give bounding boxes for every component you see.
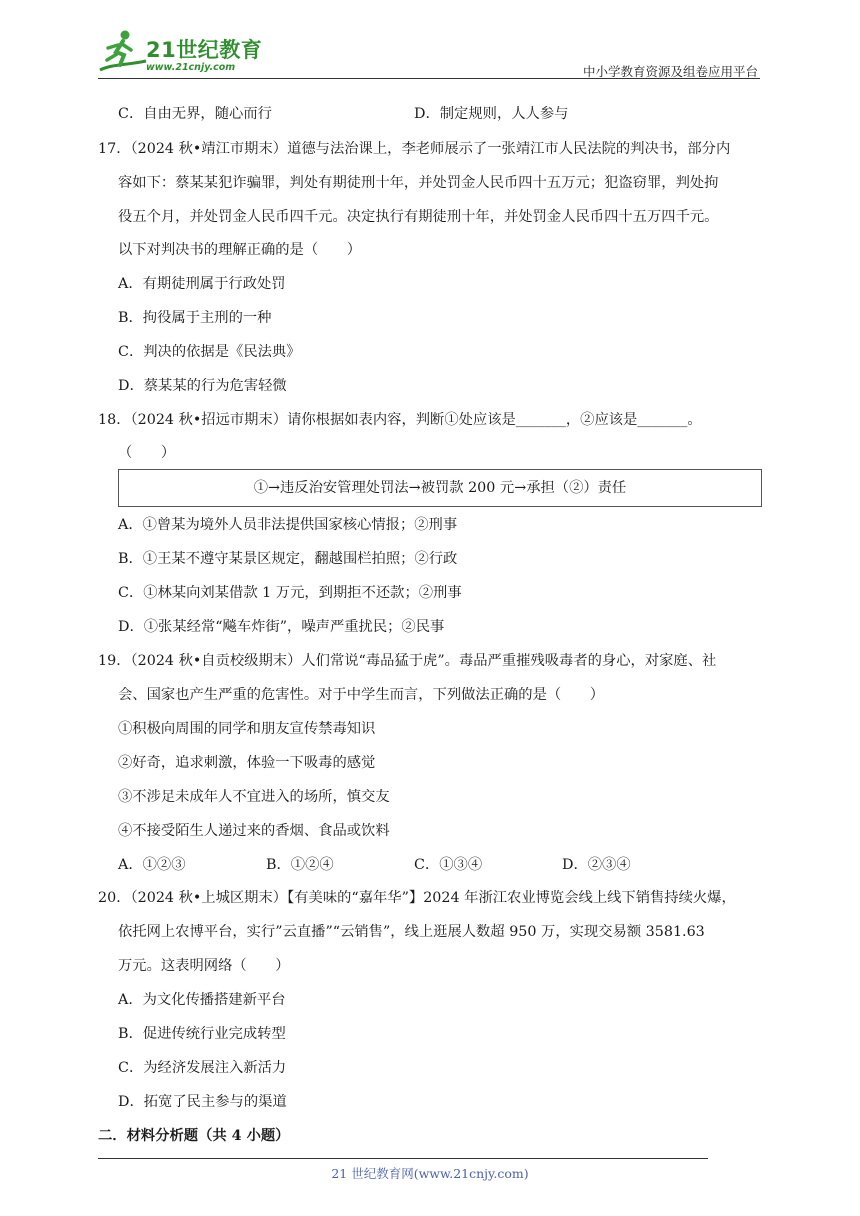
q18-option-b: B．①王某不遵守某景区规定，翻越围栏拍照；②行政 [118, 551, 458, 567]
q17-stem-line: 容如下：蔡某某犯诈骗罪，判处有期徒刑十年，并处罚金人民币四十五万元；犯盗窃罪，判处拘 [118, 175, 719, 191]
q17-option-a: A．有期徒刑属于行政处罚 [118, 276, 286, 292]
q19-item: ④不接受陌生人递过来的香烟、食品或饮料 [118, 823, 390, 839]
q18-stem-paren: （ ） [118, 445, 176, 461]
platform-title: 中小学教育资源及组卷应用平台 [582, 64, 758, 79]
q20-option-b: B．促进传统行业完成转型 [118, 1026, 286, 1042]
q20-stem-line: 依托网上农博平台，实行”云直播”“云销售”，线上逛展人数超 950 万，实现交易额 3581.63 [118, 924, 705, 940]
q17-stem-line: 役五个月，并处罚金人民币四千元。决定执行有期徒刑十年，并处罚金人民币四十五万四千元。 [118, 209, 719, 225]
q20-option-d: D．拓宽了民主参与的渠道 [118, 1094, 287, 1110]
q19-choice-d: D．②③④ [562, 857, 631, 873]
q17-stem-line: 以下对判决书的理解正确的是（ ） [118, 242, 362, 258]
q19-item: ①积极向周围的同学和朋友宣传禁毒知识 [118, 721, 376, 737]
q18-option-d: D．①张某经常“飚车炸街”，噪声严重扰民；②民事 [118, 619, 445, 635]
q19-item: ③不涉足未成年人不宜进入的场所，慎交友 [118, 789, 390, 805]
q19-choice-a: A．①②③ [118, 857, 186, 873]
q18-option-a: A．①曾某为境外人员非法提供国家核心情报；②刑事 [118, 517, 458, 533]
q20-option-a: A．为文化传播搭建新平台 [118, 992, 286, 1008]
q17-option-d: D．蔡某某的行为危害轻微 [118, 378, 287, 394]
q16-option-c: C．自由无界，随心而行 [118, 106, 272, 122]
q19-choice-c: C．①③④ [414, 857, 483, 873]
logo [98, 28, 268, 78]
q18-table [118, 469, 762, 507]
q19-stem-line: 19．（2024 秋•自贡校级期末）人们常说“毒品猛于虎”。毒品严重摧残吸毒者的身心，对家庭、社 [98, 653, 717, 669]
q16-option-d: D．制定规则，人人参与 [414, 106, 569, 122]
q19-item: ②好奇，追求刺激，体验一下吸毒的感觉 [118, 755, 376, 771]
q19-choice-b: B．①②④ [266, 857, 334, 873]
q17-option-b: B．拘役属于主刑的一种 [118, 310, 272, 326]
header-rule [98, 78, 760, 79]
page-header [98, 28, 760, 80]
footer-rule [98, 1158, 708, 1159]
q18-option-c: C．①林某向刘某借款 1 万元，到期拒不还款；②刑事 [118, 585, 462, 601]
q18-stem-line: 18．（2024 秋•招远市期末）请你根据如表内容，判断①处应该是_______，②应该是_______。 [98, 412, 702, 428]
footer-text: 21 世纪教育网(www.21cnjy.com) [331, 1166, 529, 1181]
q19-stem-line: 会、国家也产生严重的危害性。对于中学生而言，下列做法正确的是（ ） [118, 687, 605, 703]
runner-logo-icon [98, 28, 148, 76]
q17-stem-line: 17．（2024 秋•靖江市期末）道德与法治课上，李老师展示了一张靖江市人民法院的判决书，部分内 [98, 141, 731, 157]
q20-stem-line: 万元。这表明网络（ ） [118, 958, 290, 974]
q17-option-c: C．判决的依据是《民法典》 [118, 344, 301, 360]
logo-text: 21世纪教育 [146, 38, 263, 62]
q20-option-c: C．为经济发展注入新活力 [118, 1060, 287, 1076]
q20-stem-line: 20．（2024 秋•上城区期末）【有美味的“嘉年华”】2024 年浙江农业博览会线上线下销售持续火爆， [98, 890, 736, 906]
logo-url: www.21cnjy.com [146, 62, 236, 73]
q18-table-cell: ①→违反治安管理处罚法→被罚款 200 元→承担（②）责任 [253, 480, 627, 496]
section-heading: 二．材料分析题（共 4 小题） [98, 1128, 290, 1144]
